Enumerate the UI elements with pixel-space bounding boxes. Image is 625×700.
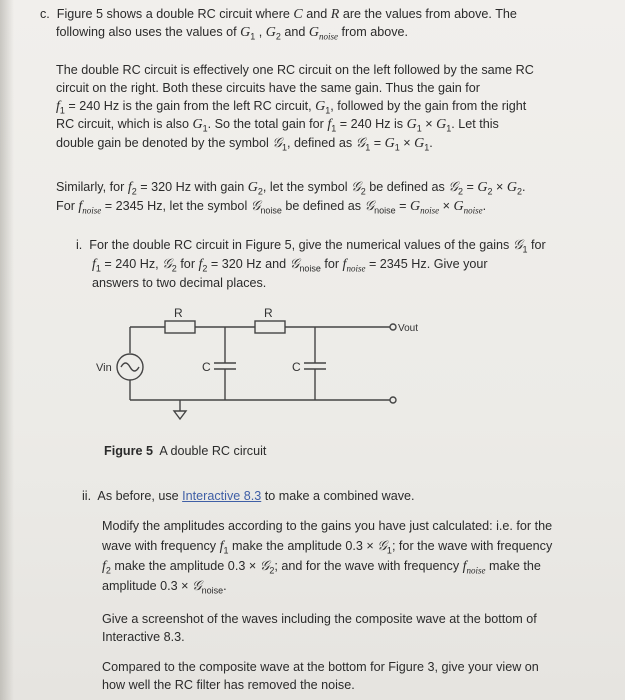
- item-i-line-2: $f_1 = 240$ Hz, 𝒢$_2$ for $f_2 = 320$ Hz and 𝒢$_{noise}$ for $f_{noise} = 2345$ Hz. Give your: [92, 256, 488, 274]
- para1-line-3: $f_1 = 240$ Hz is the gain from the left RC circuit, $G_1$, followed by the gain from the right: [56, 99, 527, 116]
- double-rc-circuit: [90, 305, 419, 425]
- para1-line-4: RC circuit, which is also $G_1$. So the total gain for $f_1 = 240$ Hz is $G_1 \times G_1$. Let this: [56, 117, 499, 134]
- interactive-8-3-link[interactable]: Interactive 8.3: [182, 489, 262, 503]
- item-ii-para2-line-2: Interactive 8.3.: [102, 630, 185, 644]
- item-ii-para3-line-1: Compared to the composite wave at the bottom for Figure 3, give your view on: [102, 660, 539, 674]
- capacitor-2-label: C: [292, 360, 301, 374]
- resistor-2-label: R: [264, 306, 273, 320]
- item-ii-para1-line-4: amplitude 0.3 × 𝒢$_{noise}$.: [102, 578, 227, 596]
- resistor-1-label: R: [174, 306, 183, 320]
- para1-line-1: The double RC circuit is effectively one RC circuit on the left followed by the same RC: [56, 63, 534, 77]
- ground-icon: [174, 411, 186, 419]
- item-ii-para3-line-2: how well the RC filter has removed the noise.: [102, 678, 355, 692]
- item-ii-para1-line-2: wave with frequency $f_1$ make the amplitude 0.3 × 𝒢$_1$; for the wave with frequency: [102, 538, 553, 556]
- item-ii-para1-line-1: Modify the amplitudes according to the gains you have just calculated: i.e. for the: [102, 519, 553, 533]
- item-i-line-1: i. For the double RC circuit in Figure 5, give the numerical values of the gains 𝒢$_1$ for: [76, 237, 546, 255]
- resistor-1: [165, 321, 195, 333]
- para1-line-2: circuit on the right. Both these circuits have the same gain. Thus the gain for: [56, 81, 480, 95]
- figure-caption: Figure 5 A double RC circuit: [104, 444, 267, 458]
- section-c-line-1: c. Figure 5 shows a double RC circuit where C and R are the values from above. The: [40, 7, 517, 22]
- capacitor-1-label: C: [202, 360, 211, 374]
- resistor-2: [255, 321, 285, 333]
- vout-label: Vout: [398, 323, 419, 334]
- item-ii-para1-line-3: $f_2$ make the amplitude 0.3 × 𝒢$_2$; and for the wave with frequency $f_{noise}$ make the: [102, 558, 541, 576]
- para2-line-1: Similarly, for $f_2 = 320$ Hz with gain $G_2$, let the symbol 𝒢$_2$ be defined as 𝒢$_2$ = $G_2 \times G_2$.: [56, 179, 526, 197]
- item-i-line-3: answers to two decimal places.: [92, 276, 267, 290]
- vout-terminal: [390, 324, 396, 330]
- para1-line-5: double gain be denoted by the symbol 𝒢$_1$, defined as 𝒢$_1$ = $G_1 \times G_1$.: [56, 135, 433, 153]
- section-c-line-2: following also uses the values of $G_1$ , $G_2$ and $G_{noise}$ from above.: [56, 25, 409, 42]
- page-shadow: [0, 0, 14, 700]
- item-ii-line-1: ii. As before, use Interactive 8.3 to make a combined wave.: [82, 489, 415, 503]
- vin-label: Vin: [96, 362, 112, 374]
- ground-terminal: [390, 397, 396, 403]
- sine-wave-icon: [121, 363, 139, 371]
- item-ii-para2-line-1: Give a screenshot of the waves including the composite wave at the bottom of: [102, 612, 537, 626]
- para2-line-2: For $f_{noise} = 2345$ Hz, let the symbol 𝒢$_{noise}$ be defined as 𝒢$_{noise}$ = $G_{noise} \times G_{noise}$.: [56, 198, 487, 216]
